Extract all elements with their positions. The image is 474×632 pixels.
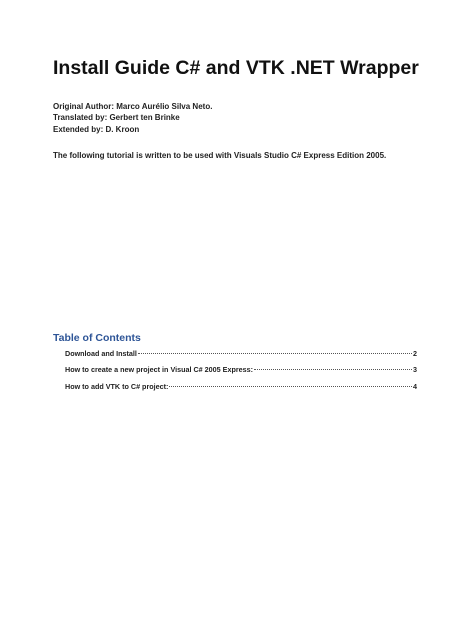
toc-entry-label[interactable]: How to create a new project in Visual C# 2005 Express: [65, 365, 254, 374]
toc-entry[interactable] [65, 365, 417, 374]
toc-entry[interactable] [65, 349, 417, 358]
document-title: Install Guide C# and VTK .NET Wrapper [53, 57, 419, 79]
extended-by-line: Extended by: D. Kroon [53, 124, 140, 134]
toc-entry-label[interactable]: How to add VTK to C# project: [65, 382, 169, 391]
credits-block [53, 101, 212, 135]
toc-entry-page: 2 [413, 349, 417, 358]
toc-heading: Table of Contents [53, 332, 141, 344]
intro-paragraph: The following tutorial is written to be used with Visuals Studio C# Express Edition 2005. [53, 151, 387, 160]
toc-entry-page: 4 [413, 382, 417, 391]
toc-entry-label[interactable]: Download and Install [65, 349, 137, 358]
toc-dot-leader [254, 369, 412, 370]
translated-by-line: Translated by: Gerbert ten Brinke [53, 113, 180, 123]
toc-dot-leader [138, 353, 412, 354]
toc-entry-page: 3 [413, 365, 417, 374]
original-author-line: Original Author: Marco Aurélio Silva Neto. [53, 102, 213, 111]
toc-dot-leader [169, 386, 412, 387]
toc-entry[interactable] [65, 382, 417, 391]
